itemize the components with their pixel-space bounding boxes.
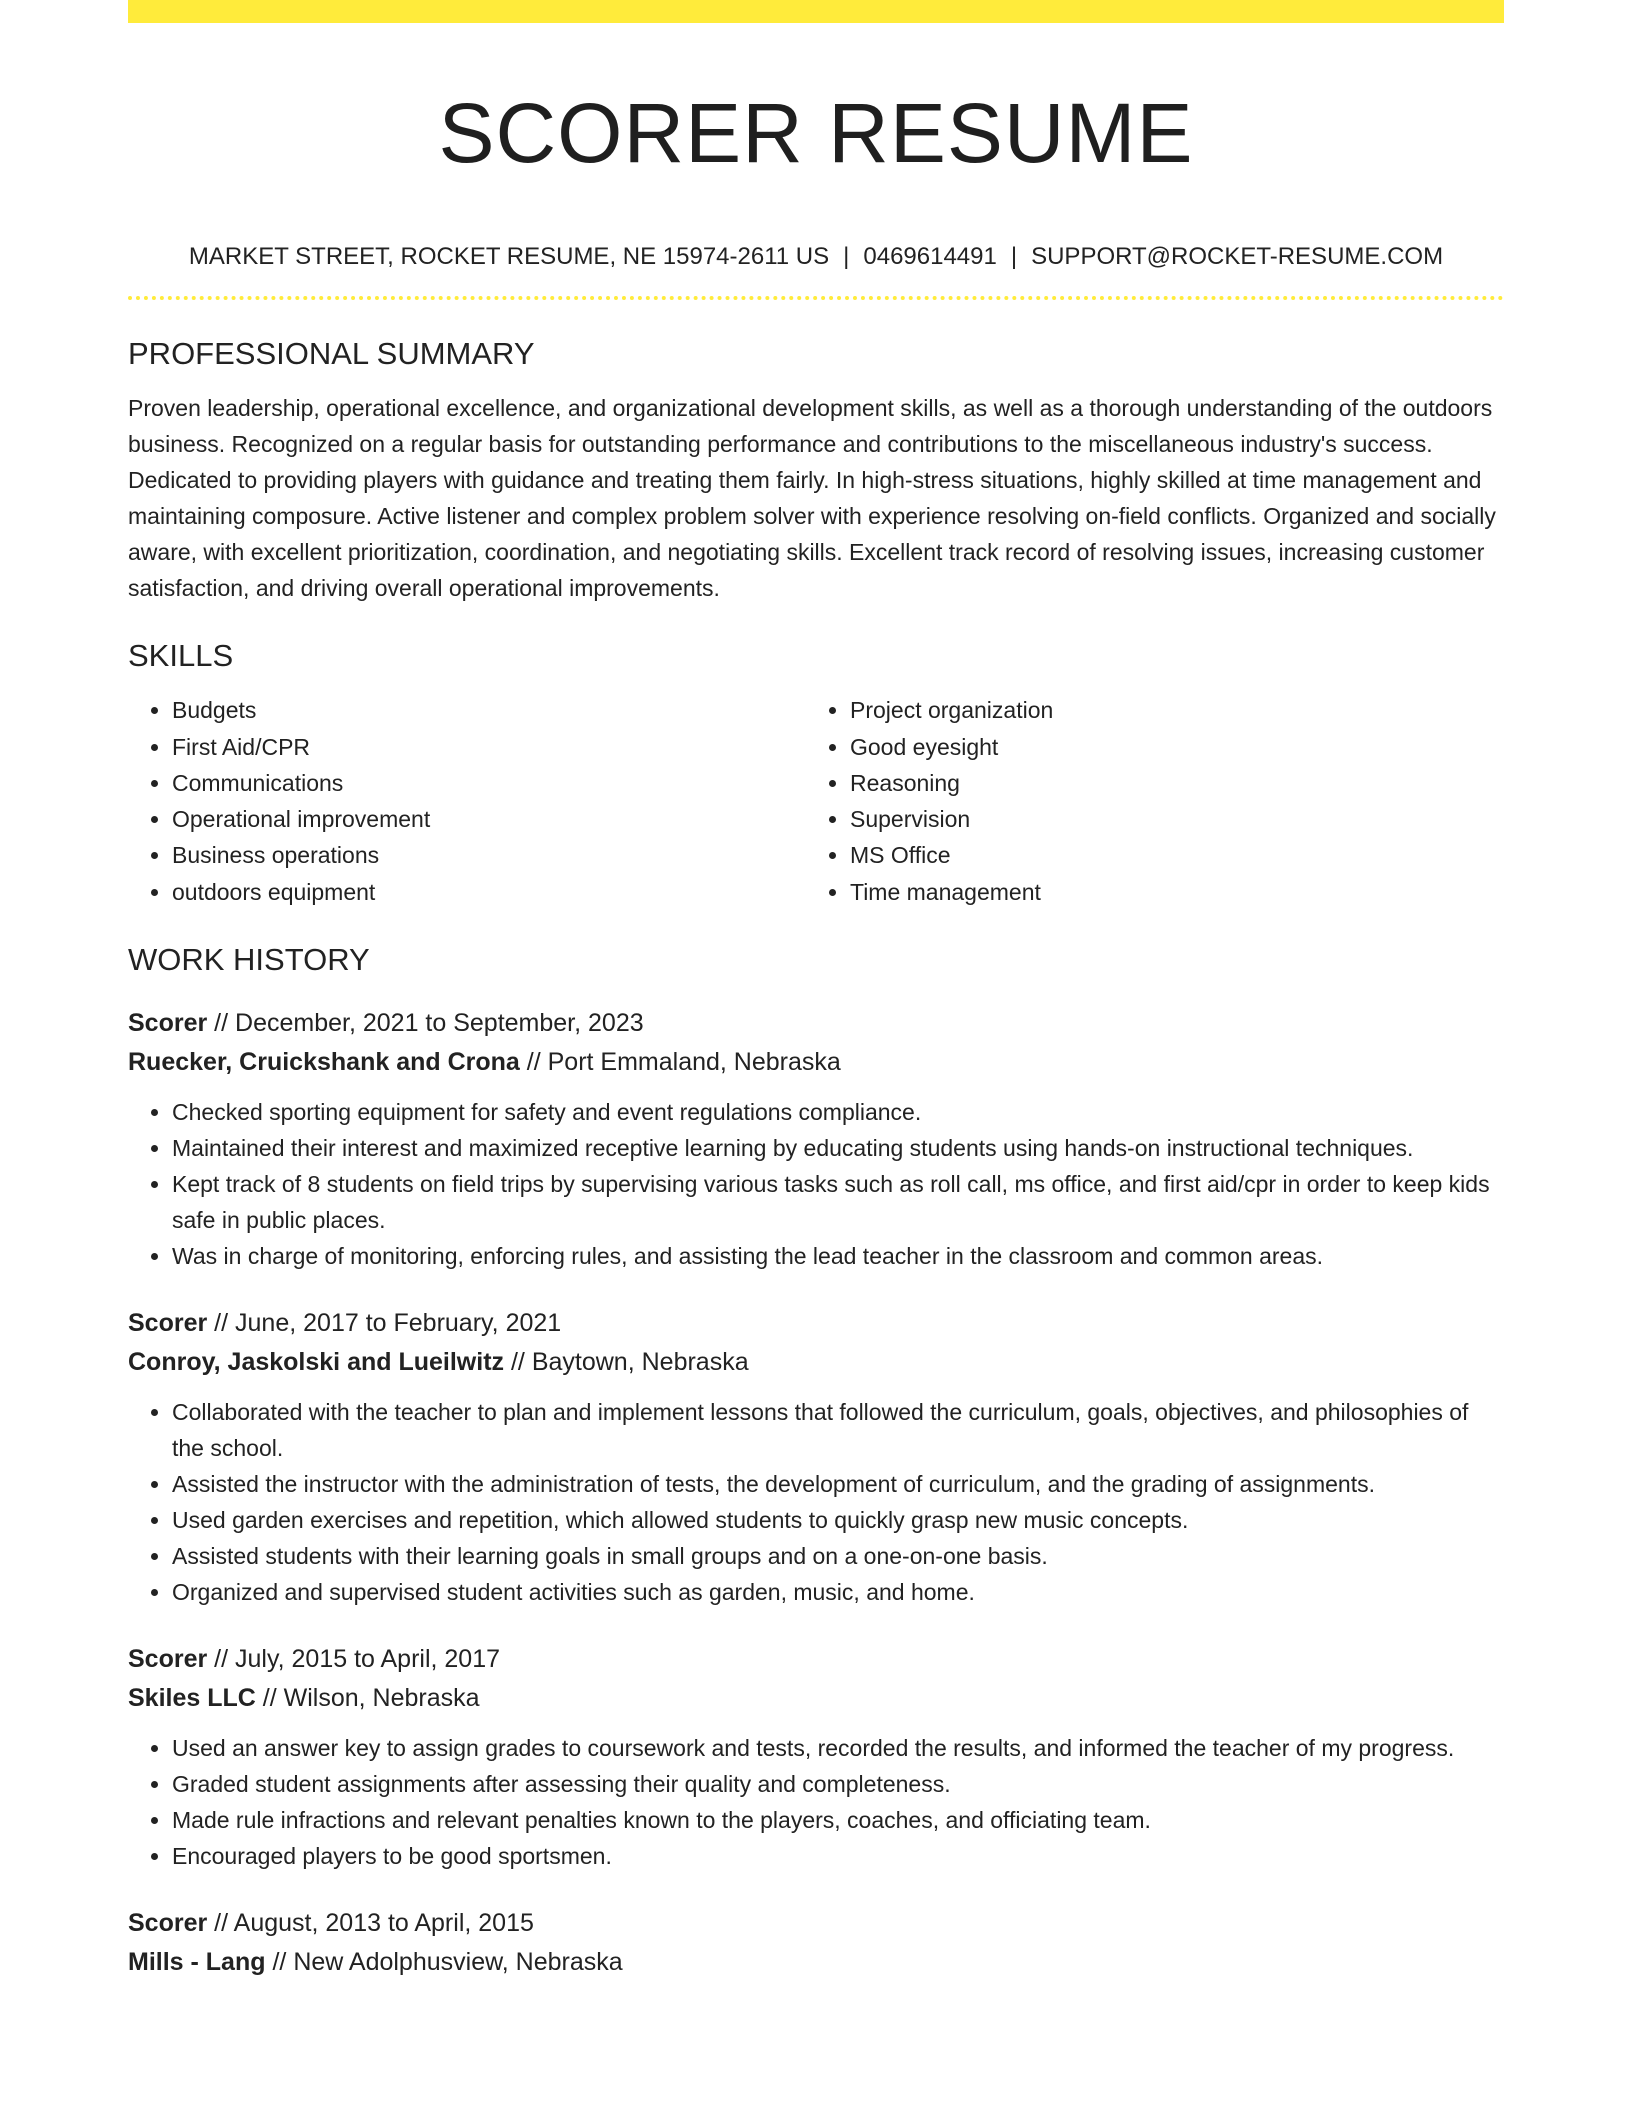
- job-duty-item: • Was in charge of monitoring, enforcing rules, and assisting the lead teacher in the classroom and common areas.: [172, 1238, 1504, 1274]
- skill-item: • Good eyesight: [850, 729, 1484, 765]
- resume-title: SCORER RESUME: [438, 86, 1194, 180]
- work-history-heading: WORK HISTORY: [128, 942, 370, 978]
- job-company-line: [128, 1679, 1504, 1718]
- job-dates: December, 2021 to September, 2023: [235, 1009, 644, 1038]
- contact-email: SUPPORT@ROCKET-RESUME.COM: [1031, 243, 1444, 271]
- job-company-line: [128, 1343, 1504, 1382]
- job-company: Mills - Lang: [128, 1948, 266, 1977]
- job-location: Baytown, Nebraska: [531, 1348, 749, 1377]
- contact-separator: |: [843, 243, 850, 271]
- job-location: Wilson, Nebraska: [283, 1684, 480, 1713]
- job-duties-list: [128, 1730, 1504, 1874]
- job-location: New Adolphusview, Nebraska: [293, 1948, 623, 1977]
- job-duty-item: • Assisted the instructor with the administration of tests, the development of curriculum, and the grading of assignments.: [172, 1466, 1504, 1502]
- job-company: Skiles LLC: [128, 1684, 256, 1713]
- skill-item: • Time management: [850, 874, 1484, 910]
- job-dates: August, 2013 to April, 2015: [233, 1909, 534, 1938]
- job-duty-item: • Kept track of 8 students on field trips by supervising various tasks such as roll call, ms office, and first aid/cpr in order to keep kids safe in public places.: [172, 1166, 1504, 1238]
- job-duty-item: • Maintained their interest and maximized receptive learning by educating students using hands-on instructional techniques.: [172, 1130, 1504, 1166]
- skill-item: • Reasoning: [850, 765, 1484, 801]
- skill-item: • Communications: [172, 765, 806, 801]
- job-location: Port Emmaland, Nebraska: [547, 1048, 841, 1077]
- job-duty-item: • Assisted students with their learning goals in small groups and on a one-on-one basis.: [172, 1538, 1504, 1574]
- summary-text: Proven leadership, operational excellence, and organizational development skills, as well as a thorough understanding of the outdoors business. Recognized on a regular basis for outstanding performance and contributions to the miscellaneous industry's success. Dedicated to providing players with guidance and treating them fairly. In high-stress situations, highly skilled at time management and maintaining composure. Active listener and complex problem solver with experience resolving on-field conflicts. Organized and socially aware, with excellent prioritization, coordination, and negotiating skills. Excellent track record of resolving issues, increasing customer satisfaction, and driving overall operational improvements.: [128, 395, 1496, 602]
- job-duty-item: • Made rule infractions and relevant penalties known to the players, coaches, and officiating team.: [172, 1802, 1504, 1838]
- job-duty-item: • Checked sporting equipment for safety and event regulations compliance.: [172, 1094, 1504, 1130]
- work-history-list: [128, 1004, 1504, 1982]
- job-title-line: [128, 1904, 1504, 1943]
- job-separator: //: [214, 1909, 229, 1938]
- job-title-line: [128, 1640, 1504, 1679]
- job-duty-item: • Used garden exercises and repetition, which allowed students to quickly grasp new music concepts.: [172, 1502, 1504, 1538]
- job-title: Scorer: [128, 1309, 208, 1338]
- job-separator: //: [262, 1684, 277, 1713]
- skill-item: • MS Office: [850, 837, 1484, 873]
- skills-heading: SKILLS: [128, 638, 234, 674]
- job-entry: [128, 1640, 1504, 1874]
- contact-address: MARKET STREET, ROCKET RESUME, NE 15974-2611 US: [188, 243, 830, 271]
- job-separator: //: [214, 1645, 229, 1674]
- skill-item: • Business operations: [172, 837, 806, 873]
- job-duty-item: • Encouraged players to be good sportsmen.: [172, 1838, 1504, 1874]
- top-accent-bar: [128, 0, 1504, 23]
- job-duties-list: [128, 1094, 1504, 1274]
- skills-list: [128, 692, 1504, 910]
- job-title: Scorer: [128, 1909, 208, 1938]
- job-company: Ruecker, Cruickshank and Crona: [128, 1048, 520, 1077]
- job-separator: //: [526, 1048, 541, 1077]
- job-company: Conroy, Jaskolski and Lueilwitz: [128, 1348, 505, 1377]
- job-separator: //: [214, 1009, 229, 1038]
- job-entry: [128, 1304, 1504, 1610]
- contact-phone: 0469614491: [863, 243, 997, 271]
- summary-heading: PROFESSIONAL SUMMARY: [128, 336, 535, 372]
- skill-item: • Budgets: [172, 692, 806, 728]
- job-entry: [128, 1004, 1504, 1274]
- skill-item: • Project organization: [850, 692, 1484, 728]
- contact-line: [128, 239, 1504, 275]
- job-separator: //: [510, 1348, 525, 1377]
- job-dates: June, 2017 to February, 2021: [235, 1309, 562, 1338]
- job-title: Scorer: [128, 1645, 208, 1674]
- job-entry: [128, 1904, 1504, 1982]
- skill-item: • First Aid/CPR: [172, 729, 806, 765]
- job-duty-item: • Used an answer key to assign grades to coursework and tests, recorded the results, and informed the teacher of my progress.: [172, 1730, 1504, 1766]
- job-company-line: [128, 1043, 1504, 1082]
- job-separator: //: [214, 1309, 229, 1338]
- job-title-line: [128, 1004, 1504, 1043]
- skills-column-left: [128, 692, 806, 910]
- skill-item: • Operational improvement: [172, 801, 806, 837]
- job-duties-list: [128, 1394, 1504, 1610]
- job-dates: July, 2015 to April, 2017: [235, 1645, 501, 1674]
- job-duty-item: • Graded student assignments after assessing their quality and completeness.: [172, 1766, 1504, 1802]
- skill-item: • outdoors equipment: [172, 874, 806, 910]
- job-duty-item: • Organized and supervised student activities such as garden, music, and home.: [172, 1574, 1504, 1610]
- contact-separator: |: [1010, 243, 1018, 271]
- job-company-line: [128, 1943, 1504, 1982]
- skill-item: • Supervision: [850, 801, 1484, 837]
- job-title-line: [128, 1304, 1504, 1343]
- job-title: Scorer: [128, 1009, 208, 1038]
- job-duty-item: • Collaborated with the teacher to plan and implement lessons that followed the curriculum, goals, objectives, and philosophies of the school.: [172, 1394, 1504, 1466]
- resume-page: [128, 0, 1504, 1982]
- skills-column-right: [806, 692, 1484, 910]
- dotted-divider: [128, 296, 1504, 300]
- job-separator: //: [272, 1948, 287, 1977]
